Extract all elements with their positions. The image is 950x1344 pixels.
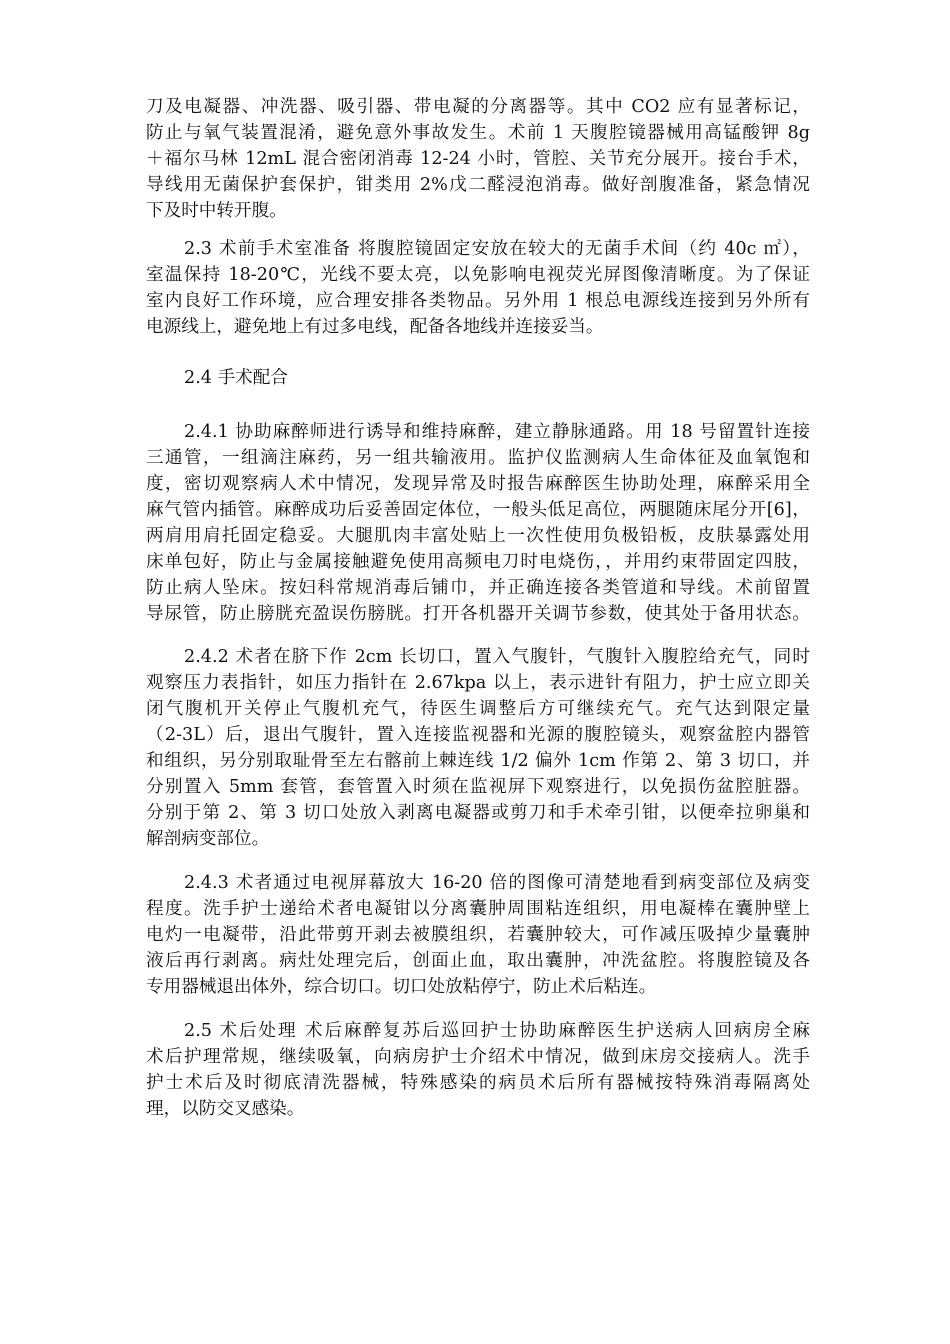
text-line: 室温保持 18-20℃，光线不要太亮，以免影响电视荧光屏图像清晰度。为了保证 [146, 265, 810, 285]
text-line: 两肩用肩托固定稳妥。大腿肌肉丰富处贴上一次性使用负极铅板，皮肤暴露处用 [146, 526, 810, 546]
text-line: （2-3L）后，退出气腹针，置入连接监视器和光源的腹腔镜头，观察盆腔内器管 [146, 725, 810, 745]
paragraph-section-2-4-1 [146, 419, 810, 627]
text-line: 解剖病变部位。 [146, 829, 270, 849]
paragraph-section-2-4-2 [146, 644, 810, 852]
text-line: 床单包好，防止与金属接触避免使用高频电刀时电烧伤，，并用约束带固定四肢， [146, 552, 810, 572]
text-line: 2.4.1 协助麻醉师进行诱导和维持麻醉，建立静脉通路。用 18 号留置针连接 [184, 422, 810, 442]
text-line: 度，密切观察病人术中情况，发现异常及时报告麻醉医生协助处理，麻醉采用全 [146, 474, 810, 494]
paragraph-instrument-preparation [146, 94, 810, 224]
heading-section-2-4 [146, 365, 810, 391]
text-line: 防止病人坠床。按妇科常规消毒后铺巾，并正确连接各类管道和导线。术前留置 [146, 578, 810, 598]
text-line: 电灼一电凝带，沿此带剪开剥去被膜组织，若囊肿较大，可作减压吸掉少量囊肿 [146, 925, 810, 945]
paragraph-section-2-4-3 [146, 870, 810, 1000]
text-line: 理，以防交叉感染。 [146, 1099, 305, 1119]
text-line: 分别于第 2、第 3 切口处放入剥离电凝器或剪刀和手术牵引钳，以便牵拉卵巢和 [146, 803, 810, 823]
text-line: 防止与氧气装置混淆，避免意外事故发生。术前 1 天腹腔镜器械用高锰酸钾 8g [146, 123, 810, 143]
text-line: 2.3 术前手术室准备 将腹腔镜固定安放在较大的无菌手术间（约 40c ㎡）， [184, 239, 810, 259]
text-line: 闭气腹机开关停止气腹机充气，待医生调整后方可继续充气。充气达到限定量 [146, 699, 810, 719]
text-line: 麻气管内插管。麻醉成功后妥善固定体位，一般头低足高位，两腿随床尾分开[6]， [146, 500, 810, 520]
text-line: 分别置入 5mm 套管，套管置入时须在监视屏下观察进行，以免损伤盆腔脏器。 [146, 777, 810, 797]
text-line: 和组织，另分别取耻骨至左右髂前上棘连线 1/2 偏外 1cm 作第 2、第 3 切口，并 [146, 751, 810, 771]
text-line: 2.4.2 术者在脐下作 2cm 长切口，置入气腹针，气腹针入腹腔给充气，同时 [184, 647, 810, 667]
text-line: 导线用无菌保护套保护，钳类用 2%戊二醛浸泡消毒。做好剖腹准备，紧急情况 [146, 175, 810, 195]
text-line: 三通管，一组滴注麻药，另一组共输液用。监护仪监测病人生命体征及血氧饱和 [146, 448, 810, 468]
text-line: 导尿管，防止膀胱充盈误伤膀胱。打开各机器开关调节参数，使其处于备用状态。 [146, 604, 810, 624]
text-line: ＋福尔马林 12mL 混合密闭消毒 12-24 小时，管腔、关节充分展开。接台手术， [146, 149, 810, 169]
text-line: 室内良好工作环境，应合理安排各类物品。另外用 1 根总电源线连接到另外所有 [146, 291, 810, 311]
text-line: 刀及电凝器、冲洗器、吸引器、带电凝的分离器等。其中 CO2 应有显著标记， [146, 97, 810, 117]
paragraph-section-2-3 [146, 236, 810, 340]
text-line: 护士术后及时彻底清洗器械，特殊感染的病员术后所有器械按特殊消毒隔离处 [146, 1073, 810, 1093]
text-line: 液后再行剥离。病灶处理完后，创面止血，取出囊肿，冲洗盆腔。将腹腔镜及各 [146, 951, 810, 971]
text-line: 电源线上，避免地上有过多电线，配备各地线并连接妥当。 [146, 317, 604, 337]
text-line: 术后护理常规，继续吸氧，向病房护士介绍术中情况，做到床房交接病人。洗手 [146, 1047, 810, 1067]
text-line: 程度。洗手护士递给术者电凝钳以分离囊肿周围粘连组织，用电凝棒在囊肿壁上 [146, 899, 810, 919]
paragraph-section-2-5 [146, 1018, 810, 1122]
section-heading: 2.4 手术配合 [184, 368, 288, 388]
text-line: 下及时中转开腹。 [146, 201, 287, 221]
text-line: 2.5 术后处理 术后麻醉复苏后巡回护士协助麻醉医生护送病人回病房全麻 [184, 1021, 810, 1041]
text-line: 专用器械退出体外，综合切口。切口处放粘停宁，防止术后粘连。 [146, 977, 657, 997]
text-line: 2.4.3 术者通过电视屏幕放大 16-20 倍的图像可清楚地看到病变部位及病变 [184, 873, 810, 893]
text-line: 观察压力表指针，如压力指针在 2.67kpa 以上，表示进针有阻力，护士应立即关 [146, 673, 810, 693]
